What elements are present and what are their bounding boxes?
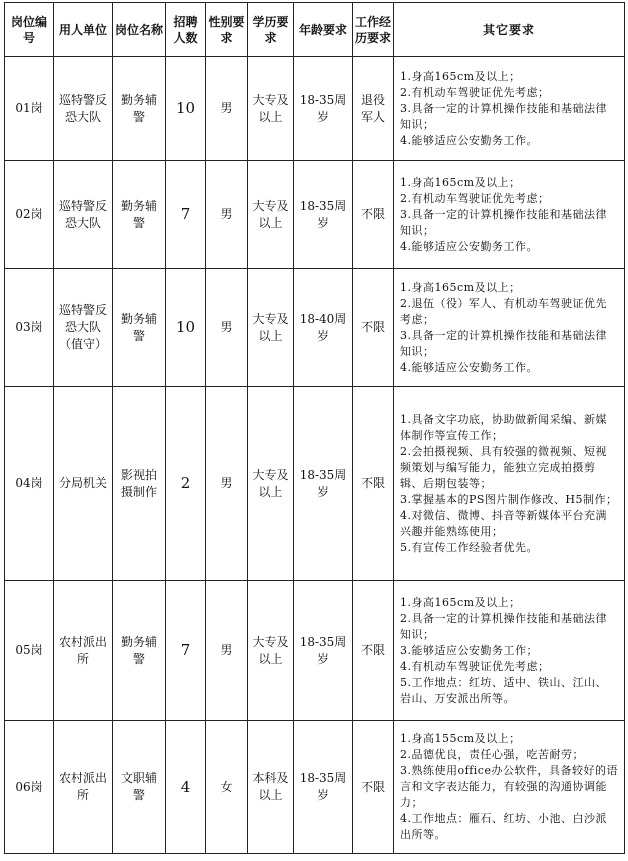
unit-cell: 农村派出所 bbox=[54, 581, 113, 721]
age-cell: 18-35周岁 bbox=[294, 721, 353, 854]
requirements-cell bbox=[394, 269, 625, 387]
count-cell: 2 bbox=[166, 387, 206, 581]
count-cell: 7 bbox=[166, 161, 206, 269]
gender-cell: 男 bbox=[206, 161, 248, 269]
age-cell: 18-35周岁 bbox=[294, 57, 353, 161]
requirement-line: 4.能够适应公安勤务工作。 bbox=[400, 133, 538, 147]
requirement-line: 5.有宣传工作经验者优先。 bbox=[400, 540, 538, 554]
experience-cell: 不限 bbox=[353, 581, 394, 721]
recruitment-table bbox=[4, 2, 625, 854]
header-cell-unit: 用人单位 bbox=[54, 3, 113, 57]
unit-cell: 巡特警反恐大队 bbox=[54, 161, 113, 269]
header-row bbox=[5, 3, 625, 57]
education-cell: 大专及以上 bbox=[248, 57, 294, 161]
requirement-line: 1.身高165cm及以上； bbox=[400, 280, 521, 294]
requirements-cell bbox=[394, 387, 625, 581]
post-id-cell: 01岗 bbox=[5, 57, 54, 161]
table-row bbox=[5, 161, 625, 269]
count-cell: 4 bbox=[166, 721, 206, 854]
requirements-cell bbox=[394, 57, 625, 161]
gender-cell: 男 bbox=[206, 57, 248, 161]
unit-cell: 农村派出所 bbox=[54, 721, 113, 854]
unit-cell: 巡特警反恐大队 bbox=[54, 57, 113, 161]
post-title-cell: 文职辅警 bbox=[113, 721, 166, 854]
requirement-line: 5.工作地点：红坊、适中、铁山、江山、岩山、万安派出所等。 bbox=[400, 675, 607, 705]
unit-cell: 分局机关 bbox=[54, 387, 113, 581]
count-cell: 10 bbox=[166, 269, 206, 387]
post-title-cell: 影视拍摄制作 bbox=[113, 387, 166, 581]
requirement-line: 3.熟练使用office办公软件，具备较好的语言和文字表达能力，有较强的沟通协调能力； bbox=[400, 764, 618, 809]
education-cell: 大专及以上 bbox=[248, 269, 294, 387]
requirement-line: 3.具备一定的计算机操作技能和基础法律知识； bbox=[400, 101, 607, 131]
requirement-line: 1.身高165cm及以上； bbox=[400, 175, 521, 189]
header-cell-requirements: 其它要求 bbox=[394, 3, 625, 57]
post-title-cell: 勤务辅警 bbox=[113, 269, 166, 387]
gender-cell: 女 bbox=[206, 721, 248, 854]
table-row bbox=[5, 269, 625, 387]
count-cell: 10 bbox=[166, 57, 206, 161]
header-cell-id: 岗位编号 bbox=[5, 3, 54, 57]
experience-cell: 不限 bbox=[353, 161, 394, 269]
education-cell: 大专及以上 bbox=[248, 161, 294, 269]
unit-cell: 巡特警反恐大队（值守） bbox=[54, 269, 113, 387]
table-row bbox=[5, 581, 625, 721]
experience-cell: 不限 bbox=[353, 387, 394, 581]
age-cell: 18-35周岁 bbox=[294, 581, 353, 721]
requirement-line: 4.工作地点：雁石、红坊、小池、白沙派出所等。 bbox=[400, 812, 607, 841]
table-row bbox=[5, 721, 625, 854]
requirement-line: 1.身高165cm及以上； bbox=[400, 595, 521, 609]
post-title-cell: 勤务辅警 bbox=[113, 57, 166, 161]
post-id-cell: 04岗 bbox=[5, 387, 54, 581]
post-id-cell: 06岗 bbox=[5, 721, 54, 854]
age-cell: 18-35周岁 bbox=[294, 161, 353, 269]
requirement-line: 1.身高165cm及以上； bbox=[400, 69, 521, 83]
post-id-cell: 03岗 bbox=[5, 269, 54, 387]
requirement-line: 2.退伍（役）军人、有机动车驾驶证优先考虑； bbox=[400, 296, 607, 326]
header-cell-title: 岗位名称 bbox=[113, 3, 166, 57]
requirements-cell bbox=[394, 581, 625, 721]
recruitment-table-container bbox=[4, 2, 625, 854]
post-title-cell: 勤务辅警 bbox=[113, 581, 166, 721]
post-id-cell: 05岗 bbox=[5, 581, 54, 721]
header-cell-gender: 性别要求 bbox=[206, 3, 248, 57]
header-cell-experience: 工作经历要求 bbox=[353, 3, 394, 57]
education-cell: 大专及以上 bbox=[248, 581, 294, 721]
education-cell: 本科及以上 bbox=[248, 721, 294, 854]
requirement-line: 2.有机动车驾驶证优先考虑； bbox=[400, 85, 550, 99]
requirement-line: 2.品德优良，责任心强，吃苦耐劳； bbox=[400, 748, 584, 761]
post-id-cell: 02岗 bbox=[5, 161, 54, 269]
age-cell: 18-40周岁 bbox=[294, 269, 353, 387]
requirement-line: 4.能够适应公安勤务工作。 bbox=[400, 239, 538, 253]
experience-cell: 退役军人 bbox=[353, 57, 394, 161]
header-cell-count: 招聘人数 bbox=[166, 3, 206, 57]
age-cell: 18-35周岁 bbox=[294, 387, 353, 581]
experience-cell: 不限 bbox=[353, 269, 394, 387]
requirement-line: 3.具备一定的计算机操作技能和基础法律知识； bbox=[400, 207, 607, 237]
experience-cell: 不限 bbox=[353, 721, 394, 854]
requirement-line: 3.具备一定的计算机操作技能和基础法律知识； bbox=[400, 328, 607, 358]
count-cell: 7 bbox=[166, 581, 206, 721]
requirement-line: 3.能够适应公安勤务工作； bbox=[400, 643, 538, 657]
post-title-cell: 勤务辅警 bbox=[113, 161, 166, 269]
requirement-line: 4.有机动车驾驶证优先考虑； bbox=[400, 659, 550, 673]
table-row bbox=[5, 57, 625, 161]
gender-cell: 男 bbox=[206, 581, 248, 721]
education-cell: 大专及以上 bbox=[248, 387, 294, 581]
requirement-line: 2.会拍摄视频、具有较强的微视频、短视频策划与编写能力，能独立完成拍摄剪辑、后期包装等； bbox=[400, 444, 607, 490]
requirement-line: 4.对微信、微博、抖音等新媒体平台充满兴趣并能熟练使用； bbox=[400, 508, 607, 538]
header-cell-age: 年龄要求 bbox=[294, 3, 353, 57]
gender-cell: 男 bbox=[206, 387, 248, 581]
requirement-line: 1.身高155cm及以上； bbox=[400, 732, 521, 745]
requirement-line: 4.能够适应公安勤务工作。 bbox=[400, 360, 538, 374]
header-cell-education: 学历要求 bbox=[248, 3, 294, 57]
requirements-cell bbox=[394, 721, 625, 854]
requirement-line: 3.掌握基本的PS图片制作修改、H5制作； bbox=[400, 492, 618, 506]
requirement-line: 1.具备文字功底，协助做新闻采编、新媒体制作等宣传工作； bbox=[400, 412, 607, 442]
requirement-line: 2.具备一定的计算机操作技能和基础法律知识； bbox=[400, 611, 607, 641]
gender-cell: 男 bbox=[206, 269, 248, 387]
requirement-line: 2.有机动车驾驶证优先考虑； bbox=[400, 191, 550, 205]
table-row bbox=[5, 387, 625, 581]
requirements-cell bbox=[394, 161, 625, 269]
